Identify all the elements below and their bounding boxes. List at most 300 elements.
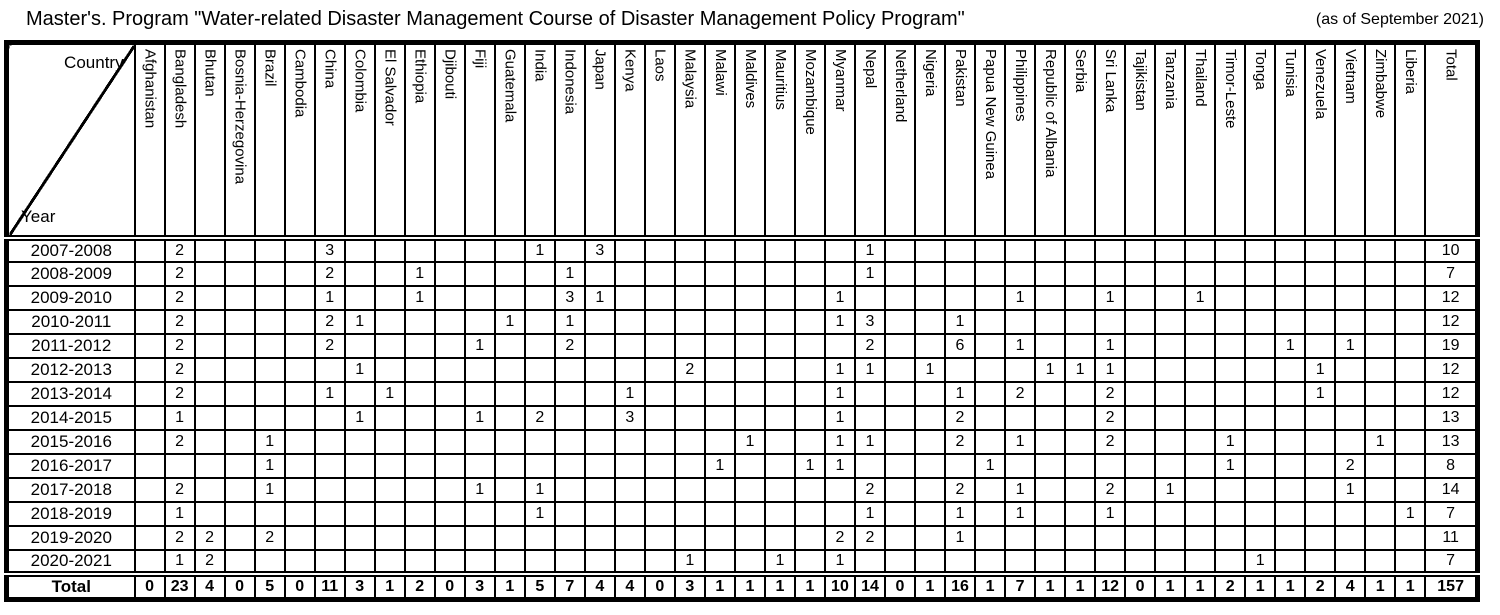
table-cell — [1125, 238, 1155, 262]
table-cell — [465, 310, 495, 334]
table-cell — [1035, 334, 1065, 358]
table-cell — [1155, 382, 1185, 406]
column-total-cell: 1 — [1245, 574, 1275, 600]
column-header-label: Laos — [651, 49, 669, 82]
table-cell — [195, 334, 225, 358]
table-cell — [1125, 478, 1155, 502]
table-cell — [1035, 430, 1065, 454]
table-cell — [645, 358, 675, 382]
table-cell — [435, 406, 465, 430]
column-header-malaysia — [675, 43, 705, 239]
table-cell — [345, 262, 375, 286]
header-row — [7, 43, 1478, 239]
column-total-cell: 0 — [1125, 574, 1155, 600]
table-cell — [1035, 286, 1065, 310]
column-header-vietnam — [1335, 43, 1365, 239]
table-cell — [135, 286, 165, 310]
column-total-cell: 3 — [345, 574, 375, 600]
column-total-cell: 16 — [945, 574, 975, 600]
table-cell — [1395, 310, 1425, 334]
table-cell — [975, 526, 1005, 550]
table-cell — [1335, 526, 1365, 550]
table-cell — [795, 502, 825, 526]
table-cell — [975, 238, 1005, 262]
column-header-djibouti — [435, 43, 465, 239]
table-row — [7, 526, 1478, 550]
table-cell: 2 — [165, 238, 195, 262]
table-cell — [1185, 478, 1215, 502]
table-cell — [945, 286, 975, 310]
table-cell — [645, 454, 675, 478]
table-cell — [195, 478, 225, 502]
table-cell — [555, 238, 585, 262]
table-cell — [1125, 526, 1155, 550]
table-cell: 2 — [855, 526, 885, 550]
table-cell — [345, 454, 375, 478]
table-cell — [555, 502, 585, 526]
column-total-cell: 4 — [615, 574, 645, 600]
table-cell — [405, 334, 435, 358]
table-cell — [645, 334, 675, 358]
table-cell — [255, 550, 285, 574]
table-cell — [735, 358, 765, 382]
table-cell — [705, 406, 735, 430]
table-cell — [375, 550, 405, 574]
table-cell — [375, 238, 405, 262]
table-cell: 1 — [915, 358, 945, 382]
table-row — [7, 286, 1478, 310]
table-cell — [375, 334, 405, 358]
table-cell: 1 — [1215, 454, 1245, 478]
table-cell: 1 — [1005, 334, 1035, 358]
table-cell — [795, 286, 825, 310]
table-cell — [1185, 454, 1215, 478]
column-header-papua-new-guinea — [975, 43, 1005, 239]
table-cell — [555, 478, 585, 502]
table-cell — [555, 358, 585, 382]
table-cell — [405, 454, 435, 478]
table-cell — [735, 526, 765, 550]
table-cell: 2 — [165, 334, 195, 358]
table-cell — [1185, 334, 1215, 358]
table-cell — [1185, 262, 1215, 286]
table-row — [7, 238, 1478, 262]
table-cell — [585, 310, 615, 334]
table-row — [7, 430, 1478, 454]
table-cell: 2 — [165, 382, 195, 406]
table-cell — [585, 526, 615, 550]
table-cell — [675, 406, 705, 430]
column-header-japan — [585, 43, 615, 239]
table-cell — [525, 382, 555, 406]
table-cell — [885, 550, 915, 574]
row-total-cell: 13 — [1425, 406, 1477, 430]
table-cell — [585, 550, 615, 574]
row-total-cell: 14 — [1425, 478, 1477, 502]
table-cell — [465, 262, 495, 286]
column-header-label: Tunisia — [1282, 49, 1300, 97]
column-header-tonga — [1245, 43, 1275, 239]
column-header-label: Malawi — [711, 49, 729, 96]
table-cell — [1065, 406, 1095, 430]
table-cell — [585, 478, 615, 502]
table-cell — [1215, 502, 1245, 526]
table-cell: 1 — [1305, 382, 1335, 406]
table-cell — [1395, 478, 1425, 502]
table-cell — [375, 430, 405, 454]
column-header-label: Afghanistan — [141, 49, 159, 129]
table-cell — [1035, 406, 1065, 430]
enrollment-table — [4, 40, 1480, 602]
table-cell — [405, 526, 435, 550]
table-cell — [195, 430, 225, 454]
table-cell — [285, 358, 315, 382]
table-cell — [585, 502, 615, 526]
table-cell — [525, 358, 555, 382]
table-cell — [435, 262, 465, 286]
table-cell — [225, 358, 255, 382]
table-cell — [945, 238, 975, 262]
column-header-label: Colombia — [351, 49, 369, 113]
table-cell — [765, 262, 795, 286]
table-cell — [1215, 406, 1245, 430]
table-cell — [435, 310, 465, 334]
table-cell — [255, 262, 285, 286]
table-head — [7, 43, 1478, 239]
table-cell — [1305, 406, 1335, 430]
table-cell — [1125, 262, 1155, 286]
table-cell — [555, 454, 585, 478]
table-cell — [1395, 262, 1425, 286]
table-cell: 1 — [345, 358, 375, 382]
column-header-thailand — [1185, 43, 1215, 239]
table-cell — [195, 382, 225, 406]
row-header-2010-2011: 2010-2011 — [7, 310, 135, 334]
table-cell: 1 — [1185, 286, 1215, 310]
table-cell: 1 — [855, 238, 885, 262]
table-cell: 1 — [1005, 502, 1035, 526]
table-cell: 6 — [945, 334, 975, 358]
row-header-2016-2017: 2016-2017 — [7, 454, 135, 478]
table-cell — [345, 478, 375, 502]
table-cell — [285, 334, 315, 358]
table-cell — [285, 406, 315, 430]
table-cell — [1335, 430, 1365, 454]
table-cell: 1 — [465, 478, 495, 502]
table-cell — [1305, 454, 1335, 478]
table-cell: 2 — [315, 334, 345, 358]
table-cell — [765, 310, 795, 334]
table-cell: 1 — [1335, 478, 1365, 502]
column-total-cell: 0 — [135, 574, 165, 600]
table-cell — [1095, 454, 1125, 478]
column-header-kenya — [615, 43, 645, 239]
column-header-label: Timor-Leste — [1222, 49, 1240, 129]
table-cell — [885, 430, 915, 454]
column-header-label: Mozambique — [801, 49, 819, 135]
table-cell — [285, 454, 315, 478]
row-header-2009-2010: 2009-2010 — [7, 286, 135, 310]
table-cell — [195, 502, 225, 526]
table-cell: 3 — [585, 238, 615, 262]
column-header-label: Maldives — [741, 49, 759, 109]
table-cell — [255, 406, 285, 430]
column-total-cell: 1 — [1275, 574, 1305, 600]
table-cell: 1 — [375, 382, 405, 406]
table-cell — [525, 286, 555, 310]
table-cell — [735, 502, 765, 526]
table-cell — [1365, 334, 1395, 358]
table-cell — [795, 334, 825, 358]
table-cell — [1035, 502, 1065, 526]
table-cell — [405, 406, 435, 430]
table-cell — [975, 430, 1005, 454]
column-header-label: Nigeria — [921, 49, 939, 97]
table-cell: 1 — [1095, 286, 1125, 310]
table-cell — [195, 238, 225, 262]
table-cell — [345, 286, 375, 310]
table-cell — [765, 478, 795, 502]
column-header-label: Serbia — [1071, 49, 1089, 93]
column-header-afghanistan — [135, 43, 165, 239]
table-cell — [1155, 550, 1185, 574]
table-cell: 1 — [525, 478, 555, 502]
table-cell: 1 — [1005, 286, 1035, 310]
table-cell — [975, 502, 1005, 526]
table-cell — [345, 430, 375, 454]
table-cell: 1 — [825, 310, 855, 334]
table-cell: 2 — [555, 334, 585, 358]
column-header-tunisia — [1275, 43, 1305, 239]
corner-year-label: Year — [21, 207, 56, 226]
table-cell — [465, 358, 495, 382]
table-cell — [645, 502, 675, 526]
column-header-label: Bosnia-Herzegovina — [231, 49, 249, 185]
table-cell — [705, 238, 735, 262]
table-cell — [1245, 262, 1275, 286]
column-header-label: Sri Lanka — [1101, 49, 1119, 113]
table-cell — [1245, 430, 1275, 454]
table-cell — [465, 526, 495, 550]
table-cell — [1215, 526, 1245, 550]
table-cell: 1 — [255, 430, 285, 454]
table-cell — [1395, 550, 1425, 574]
column-header-label: Fiji — [471, 49, 489, 69]
table-body — [7, 238, 1478, 600]
column-header-pakistan — [945, 43, 975, 239]
table-cell — [1155, 334, 1185, 358]
table-cell — [675, 334, 705, 358]
table-cell — [465, 238, 495, 262]
column-header-label: Myanmar — [831, 49, 849, 112]
table-cell — [495, 550, 525, 574]
table-cell: 2 — [195, 550, 225, 574]
table-cell — [255, 286, 285, 310]
table-cell — [855, 286, 885, 310]
column-total-cell: 1 — [495, 574, 525, 600]
table-cell — [285, 382, 315, 406]
table-cell — [1155, 454, 1185, 478]
column-header-label: China — [321, 49, 339, 89]
table-cell — [675, 382, 705, 406]
table-cell: 2 — [165, 262, 195, 286]
table-cell — [825, 262, 855, 286]
table-cell — [1215, 334, 1245, 358]
table-cell: 1 — [855, 502, 885, 526]
table-cell — [1125, 358, 1155, 382]
row-total-cell: 11 — [1425, 526, 1477, 550]
column-total-cell: 11 — [315, 574, 345, 600]
table-row — [7, 550, 1478, 574]
table-cell — [1125, 550, 1155, 574]
table-cell — [1245, 406, 1275, 430]
table-cell — [1125, 382, 1155, 406]
table-cell — [1215, 238, 1245, 262]
column-header-label: Republic of Albania — [1041, 49, 1059, 178]
table-cell: 1 — [855, 430, 885, 454]
table-cell — [885, 526, 915, 550]
table-cell — [195, 310, 225, 334]
table-cell — [1275, 262, 1305, 286]
table-cell — [975, 382, 1005, 406]
table-cell — [345, 502, 375, 526]
table-cell — [135, 262, 165, 286]
table-cell: 1 — [825, 382, 855, 406]
table-cell — [315, 550, 345, 574]
column-header-label: Philippines — [1011, 49, 1029, 122]
table-cell — [735, 406, 765, 430]
table-cell: 1 — [255, 454, 285, 478]
table-cell — [1215, 358, 1245, 382]
table-cell — [945, 454, 975, 478]
table-cell: 2 — [165, 478, 195, 502]
column-header-label: Pakistan — [951, 49, 969, 107]
table-cell — [495, 238, 525, 262]
table-cell — [1215, 262, 1245, 286]
table-cell — [705, 262, 735, 286]
table-cell — [885, 382, 915, 406]
table-cell — [1275, 502, 1305, 526]
table-cell — [285, 262, 315, 286]
table-cell — [975, 286, 1005, 310]
table-cell — [1275, 238, 1305, 262]
row-total-cell: 12 — [1425, 286, 1477, 310]
table-cell — [255, 334, 285, 358]
table-cell — [1365, 550, 1395, 574]
table-row — [7, 478, 1478, 502]
table-cell — [1035, 526, 1065, 550]
table-cell — [1305, 334, 1335, 358]
table-cell — [1365, 382, 1395, 406]
table-cell — [1155, 238, 1185, 262]
table-cell — [645, 550, 675, 574]
table-cell: 2 — [165, 286, 195, 310]
table-cell — [1395, 526, 1425, 550]
table-cell — [1275, 454, 1305, 478]
table-cell — [135, 310, 165, 334]
table-cell — [1245, 478, 1275, 502]
table-cell — [1275, 286, 1305, 310]
table-cell — [1035, 550, 1065, 574]
column-header-label: Venezuela — [1312, 49, 1330, 120]
table-cell — [1065, 262, 1095, 286]
column-header-republic-of-albania — [1035, 43, 1065, 239]
column-header-label: Liberia — [1402, 49, 1420, 95]
table-row — [7, 406, 1478, 430]
table-cell — [1155, 430, 1185, 454]
column-header-label: Ethiopia — [411, 49, 429, 104]
table-cell: 2 — [1095, 478, 1125, 502]
table-cell — [315, 478, 345, 502]
table-cell: 1 — [465, 334, 495, 358]
column-total-cell: 1 — [735, 574, 765, 600]
table-cell — [675, 526, 705, 550]
column-header-serbia — [1065, 43, 1095, 239]
column-total-cell: 7 — [555, 574, 585, 600]
table-cell — [855, 550, 885, 574]
column-total-cell: 1 — [1365, 574, 1395, 600]
table-cell: 1 — [1065, 358, 1095, 382]
table-cell: 2 — [945, 430, 975, 454]
table-cell — [1185, 502, 1215, 526]
column-header-label: India — [531, 49, 549, 82]
table-cell — [1065, 382, 1095, 406]
table-cell — [675, 454, 705, 478]
table-cell: 2 — [195, 526, 225, 550]
table-cell — [1215, 310, 1245, 334]
table-cell — [945, 358, 975, 382]
table-cell: 2 — [825, 526, 855, 550]
table-cell — [585, 358, 615, 382]
table-cell: 1 — [585, 286, 615, 310]
column-header-philippines — [1005, 43, 1035, 239]
table-cell: 1 — [1275, 334, 1305, 358]
table-cell — [285, 286, 315, 310]
table-cell — [1065, 526, 1095, 550]
column-total-cell: 7 — [1005, 574, 1035, 600]
table-row — [7, 310, 1478, 334]
table-cell — [1065, 454, 1095, 478]
table-cell — [135, 502, 165, 526]
table-cell: 3 — [615, 406, 645, 430]
table-cell — [1035, 262, 1065, 286]
table-cell — [435, 502, 465, 526]
table-cell — [225, 406, 255, 430]
table-cell: 1 — [1155, 478, 1185, 502]
table-cell — [615, 310, 645, 334]
table-cell — [675, 502, 705, 526]
column-header-bangladesh — [165, 43, 195, 239]
table-cell — [435, 334, 465, 358]
table-cell: 1 — [825, 454, 855, 478]
table-cell — [1185, 310, 1215, 334]
row-header-2014-2015: 2014-2015 — [7, 406, 135, 430]
table-cell — [435, 478, 465, 502]
column-header-ethiopia — [405, 43, 435, 239]
table-cell: 2 — [315, 262, 345, 286]
column-header-label: Zimbabwe — [1372, 49, 1390, 119]
table-cell: 2 — [525, 406, 555, 430]
column-header-brazil — [255, 43, 285, 239]
table-cell — [825, 502, 855, 526]
column-header-mozambique — [795, 43, 825, 239]
table-cell — [1185, 382, 1215, 406]
table-cell — [1335, 286, 1365, 310]
column-header-fiji — [465, 43, 495, 239]
table-cell — [465, 382, 495, 406]
table-cell — [135, 238, 165, 262]
table-cell: 1 — [345, 310, 375, 334]
